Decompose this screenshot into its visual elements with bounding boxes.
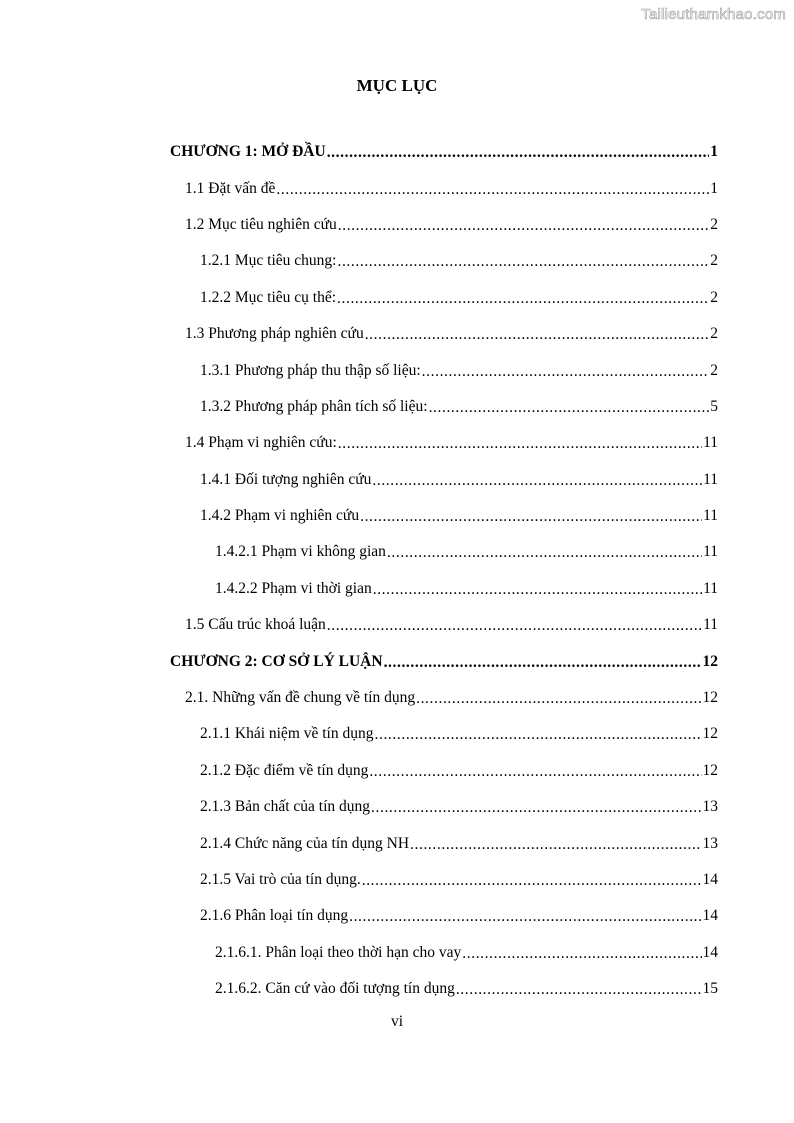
toc-entry-title: 1.4 Phạm vi nghiên cứu: xyxy=(185,434,337,452)
toc-entry[interactable] xyxy=(170,898,718,934)
toc-dot-leader xyxy=(384,654,702,672)
toc-entry-title: 1.4.2.1 Phạm vi không gian xyxy=(215,543,386,561)
toc-entry-title: 2.1.6.2. Căn cứ vào đối tượng tín dụng xyxy=(215,980,455,998)
toc-entry-title: 1.4.1 Đối tượng nghiên cứu xyxy=(200,470,372,488)
toc-dot-leader xyxy=(337,253,709,271)
toc-dot-leader xyxy=(371,799,701,817)
toc-entry-page: 2 xyxy=(710,288,718,306)
toc-dot-leader xyxy=(337,290,709,308)
toc-entry[interactable] xyxy=(170,935,718,971)
toc-dot-leader xyxy=(372,472,702,490)
toc-entry-page: 14 xyxy=(702,943,718,961)
toc-entry-page: 11 xyxy=(703,470,718,488)
toc-entry[interactable] xyxy=(170,607,718,643)
toc-entry[interactable] xyxy=(170,389,718,425)
toc-entry-title: 1.3 Phương pháp nghiên cứu xyxy=(185,325,364,343)
toc-entry-title: 1.1 Đặt vấn đề xyxy=(185,179,276,197)
table-of-contents xyxy=(170,134,718,1007)
toc-entry[interactable] xyxy=(170,789,718,825)
toc-entry-title: 2.1.4 Chức năng của tín dụng NH xyxy=(200,834,410,852)
toc-entry-title: 1.5 Cấu trúc khoá luận xyxy=(185,616,326,634)
watermark-text: Tailieuthamkhao.com xyxy=(641,6,786,23)
toc-entry[interactable] xyxy=(170,462,718,498)
toc-entry[interactable] xyxy=(170,352,718,388)
toc-entry-page: 11 xyxy=(703,579,718,597)
toc-entry[interactable] xyxy=(170,680,718,716)
toc-entry-title: 1.3.1 Phương pháp thu thập số liệu: xyxy=(200,361,421,379)
toc-entry-page: 2 xyxy=(710,215,718,233)
toc-entry-page: 12 xyxy=(702,652,718,670)
toc-entry[interactable] xyxy=(170,425,718,461)
toc-entry-page: 11 xyxy=(703,507,718,525)
toc-dot-leader xyxy=(276,181,709,199)
toc-entry-title: 2.1.5 Vai trò của tín dụng. xyxy=(200,871,361,888)
toc-entry[interactable] xyxy=(170,716,718,752)
toc-entry-title: 2.1.6 Phân loại tín dụng xyxy=(200,907,349,925)
toc-entry-page: 1 xyxy=(710,143,718,161)
toc-entry-page: 5 xyxy=(710,397,718,415)
toc-entry-title: 2.1.2 Đặc điểm về tín dụng xyxy=(200,761,369,779)
toc-entry-title: 2.1.6.1. Phân loại theo thời hạn cho vay xyxy=(215,943,462,961)
toc-entry-page: 14 xyxy=(702,907,718,925)
toc-entry[interactable] xyxy=(170,971,718,1007)
toc-dot-leader xyxy=(429,399,710,417)
toc-dot-leader xyxy=(369,763,701,781)
toc-entry-page: 12 xyxy=(702,725,718,743)
toc-entry-page: 12 xyxy=(702,689,718,707)
toc-dot-leader xyxy=(373,581,702,599)
toc-dot-leader xyxy=(327,617,702,635)
toc-dot-leader xyxy=(327,144,710,162)
toc-entry-page: 13 xyxy=(702,798,718,816)
toc-entry-page: 11 xyxy=(703,616,718,634)
toc-entry[interactable] xyxy=(170,134,718,170)
toc-dot-leader xyxy=(338,217,710,235)
toc-dot-leader xyxy=(362,872,702,890)
toc-entry-page: 1 xyxy=(710,179,718,197)
toc-entry-page: 14 xyxy=(702,871,718,888)
toc-dot-leader xyxy=(387,544,702,562)
toc-entry[interactable] xyxy=(170,534,718,570)
toc-entry[interactable] xyxy=(170,207,718,243)
toc-dot-leader xyxy=(456,981,702,999)
toc-entry-title: 1.4.2.2 Phạm vi thời gian xyxy=(215,579,372,597)
toc-entry-title: 2.1.3 Bản chất của tín dụng xyxy=(200,798,371,816)
toc-entry[interactable] xyxy=(170,825,718,861)
toc-entry[interactable] xyxy=(170,280,718,316)
toc-entry-title: 1.2.2 Mục tiêu cụ thể: xyxy=(200,288,337,306)
toc-entry-page: 11 xyxy=(703,434,718,452)
toc-entry[interactable] xyxy=(170,571,718,607)
toc-entry-title: 1.2 Mục tiêu nghiên cứu xyxy=(185,215,337,233)
toc-entry[interactable] xyxy=(170,498,718,534)
toc-dot-leader xyxy=(338,435,702,453)
page-title: MỤC LỤC xyxy=(356,76,438,95)
toc-dot-leader xyxy=(375,726,702,744)
toc-entry-title: 1.2.1 Mục tiêu chung: xyxy=(200,252,337,270)
toc-dot-leader xyxy=(349,908,701,926)
toc-dot-leader xyxy=(365,326,710,344)
toc-dot-leader xyxy=(360,508,702,526)
toc-entry[interactable] xyxy=(170,643,718,679)
toc-dot-leader xyxy=(462,945,701,963)
toc-entry-page: 11 xyxy=(703,543,718,561)
toc-entry-title: CHƯƠNG 2: CƠ SỞ LÝ LUẬN xyxy=(170,652,383,670)
toc-dot-leader xyxy=(410,836,701,854)
toc-entry-page: 13 xyxy=(702,834,718,852)
toc-entry-page: 2 xyxy=(710,252,718,270)
toc-entry-page: 2 xyxy=(710,361,718,379)
toc-dot-leader xyxy=(416,690,701,708)
toc-entry[interactable] xyxy=(170,862,718,898)
toc-entry-title: 2.1. Những vấn đề chung về tín dụng xyxy=(185,689,416,707)
toc-entry[interactable] xyxy=(170,753,718,789)
toc-entry-title: CHƯƠNG 1: MỞ ĐẦU xyxy=(170,143,326,161)
toc-entry-page: 2 xyxy=(710,325,718,343)
page-number: vi xyxy=(390,1013,404,1030)
toc-entry-title: 1.3.2 Phương pháp phân tích số liệu: xyxy=(200,397,428,415)
toc-entry[interactable] xyxy=(170,170,718,206)
toc-entry-title: 2.1.1 Khái niệm về tín dụng xyxy=(200,725,374,743)
toc-entry-page: 15 xyxy=(702,980,718,998)
toc-entry-page: 12 xyxy=(702,761,718,779)
toc-entry-title: 1.4.2 Phạm vi nghiên cứu xyxy=(200,507,360,525)
toc-entry[interactable] xyxy=(170,243,718,279)
toc-entry[interactable] xyxy=(170,316,718,352)
toc-dot-leader xyxy=(422,363,710,381)
